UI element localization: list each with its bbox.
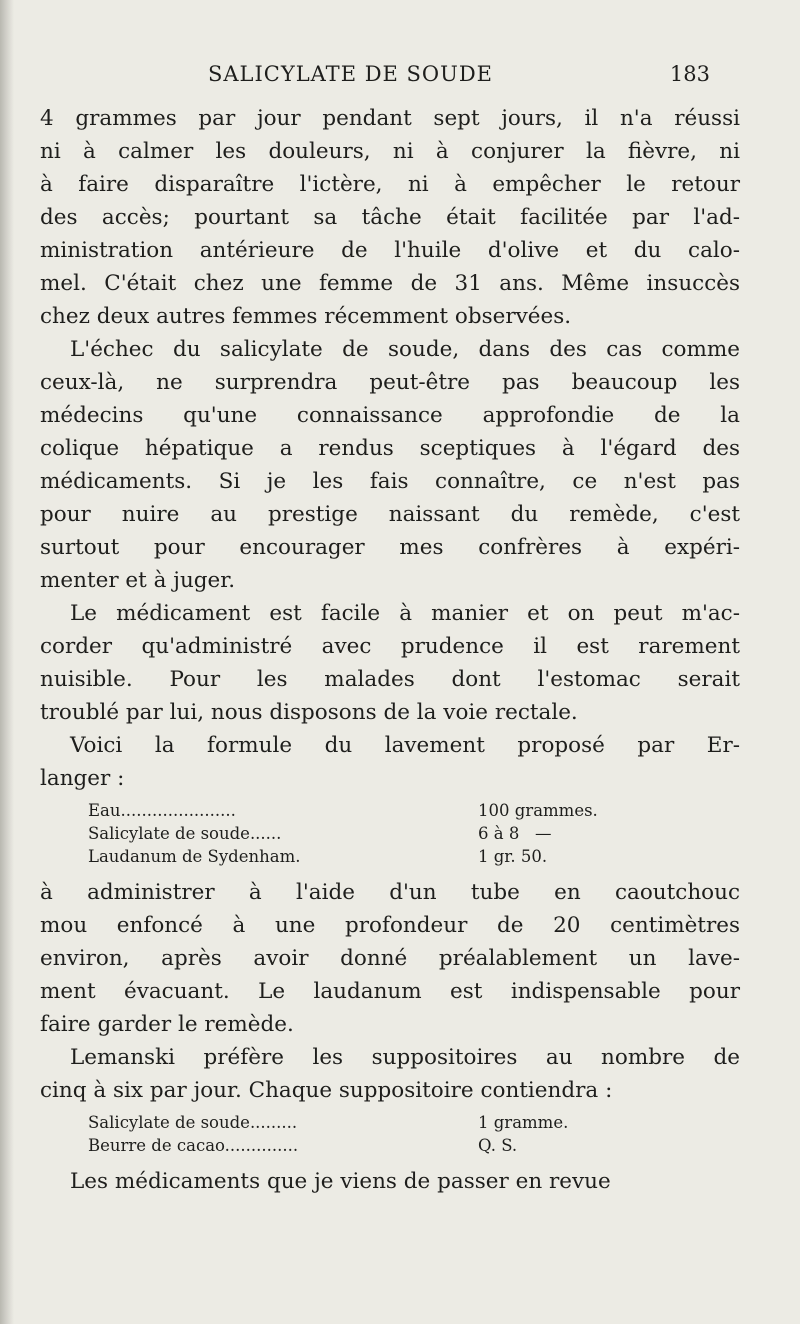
paragraph-1	[40, 102, 740, 333]
text-line: pour nuire au prestige naissant du remède, c'est	[40, 502, 740, 527]
formula-amount: 1 gramme.	[478, 1113, 569, 1132]
formula-amount: 1 gr. 50.	[478, 847, 548, 866]
formula-row	[88, 1134, 740, 1157]
text-line: troublé par lui, nous disposons de la voie rectale.	[40, 700, 578, 725]
formula-ingredient: Laudanum de Sydenham.	[88, 847, 301, 866]
text-line: surtout pour encourager mes confrères à expéri-	[40, 535, 740, 560]
book-page	[40, 62, 772, 1198]
text-line: faire garder le remède.	[40, 1012, 294, 1037]
paragraph-6	[40, 1041, 740, 1107]
page-number: 183	[669, 62, 710, 86]
text-line: chez deux autres femmes récemment observées.	[40, 304, 572, 329]
text-line: menter et à juger.	[40, 568, 236, 593]
formula-row	[88, 799, 740, 822]
text-line: cinq à six par jour. Chaque suppositoire contiendra :	[40, 1078, 613, 1103]
text-line: médecins qu'une connaissance approfondie de la	[40, 403, 740, 428]
formula-row	[88, 822, 740, 845]
body-text	[40, 102, 740, 1198]
text-line: langer :	[40, 766, 125, 791]
text-line: Le médicament est facile à manier et on peut m'ac-	[70, 601, 740, 626]
formula-amount: 6 à 8 —	[478, 824, 552, 843]
book-binding-edge	[0, 0, 14, 1324]
text-line: mel. C'était chez une femme de 31 ans. Même insuccès	[40, 271, 740, 296]
text-line: médicaments. Si je les fais connaître, ce n'est pas	[40, 469, 740, 494]
page-header	[40, 62, 772, 102]
text-line: nuisible. Pour les malades dont l'estomac serait	[40, 667, 740, 692]
running-title: SALICYLATE DE SOUDE	[208, 62, 494, 86]
text-line: 4 grammes par jour pendant sept jours, il n'a réussi	[40, 106, 740, 131]
paragraph-4	[40, 729, 740, 795]
formula-ingredient: Salicylate de soude......	[88, 824, 282, 843]
paragraph-2	[40, 333, 740, 597]
text-line: des accès; pourtant sa tâche était facilitée par l'ad-	[40, 205, 740, 230]
formula-row	[88, 1111, 740, 1134]
paragraph-3	[40, 597, 740, 729]
formula-ingredient: Beurre de cacao..............	[88, 1136, 299, 1155]
text-line: Voici la formule du lavement proposé par Er-	[70, 733, 740, 758]
text-line: ceux-là, ne surprendra peut-être pas beaucoup les	[40, 370, 740, 395]
text-line: Lemanski préfère les suppositoires au nombre de	[70, 1045, 740, 1070]
paragraph-5	[40, 876, 740, 1041]
suppository-formula	[88, 1111, 740, 1157]
text-line: colique hépatique a rendus sceptiques à l'égard des	[40, 436, 740, 461]
formula-amount: Q. S.	[478, 1136, 518, 1155]
formula-ingredient: Salicylate de soude.........	[88, 1113, 298, 1132]
text-line: à faire disparaître l'ictère, ni à empêcher le retour	[40, 172, 740, 197]
text-line: à administrer à l'aide d'un tube en caoutchouc	[40, 880, 740, 905]
text-line: environ, après avoir donné préalablement un lave-	[40, 946, 740, 971]
formula-amount: 100 grammes.	[478, 801, 598, 820]
text-line: mou enfoncé à une profondeur de 20 centimètres	[40, 913, 740, 938]
enema-formula	[88, 799, 740, 868]
formula-ingredient: Eau......................	[88, 801, 236, 820]
formula-row	[88, 845, 740, 868]
text-line: corder qu'administré avec prudence il est rarement	[40, 634, 740, 659]
text-line: L'échec du salicylate de soude, dans des cas comme	[70, 337, 740, 362]
text-line: ment évacuant. Le laudanum est indispensable pour	[40, 979, 740, 1004]
text-line: ni à calmer les douleurs, ni à conjurer la fièvre, ni	[40, 139, 740, 164]
text-line: ministration antérieure de l'huile d'olive et du calo-	[40, 238, 740, 263]
paragraph-7	[40, 1165, 740, 1198]
text-line: Les médicaments que je viens de passer en revue	[70, 1169, 611, 1194]
